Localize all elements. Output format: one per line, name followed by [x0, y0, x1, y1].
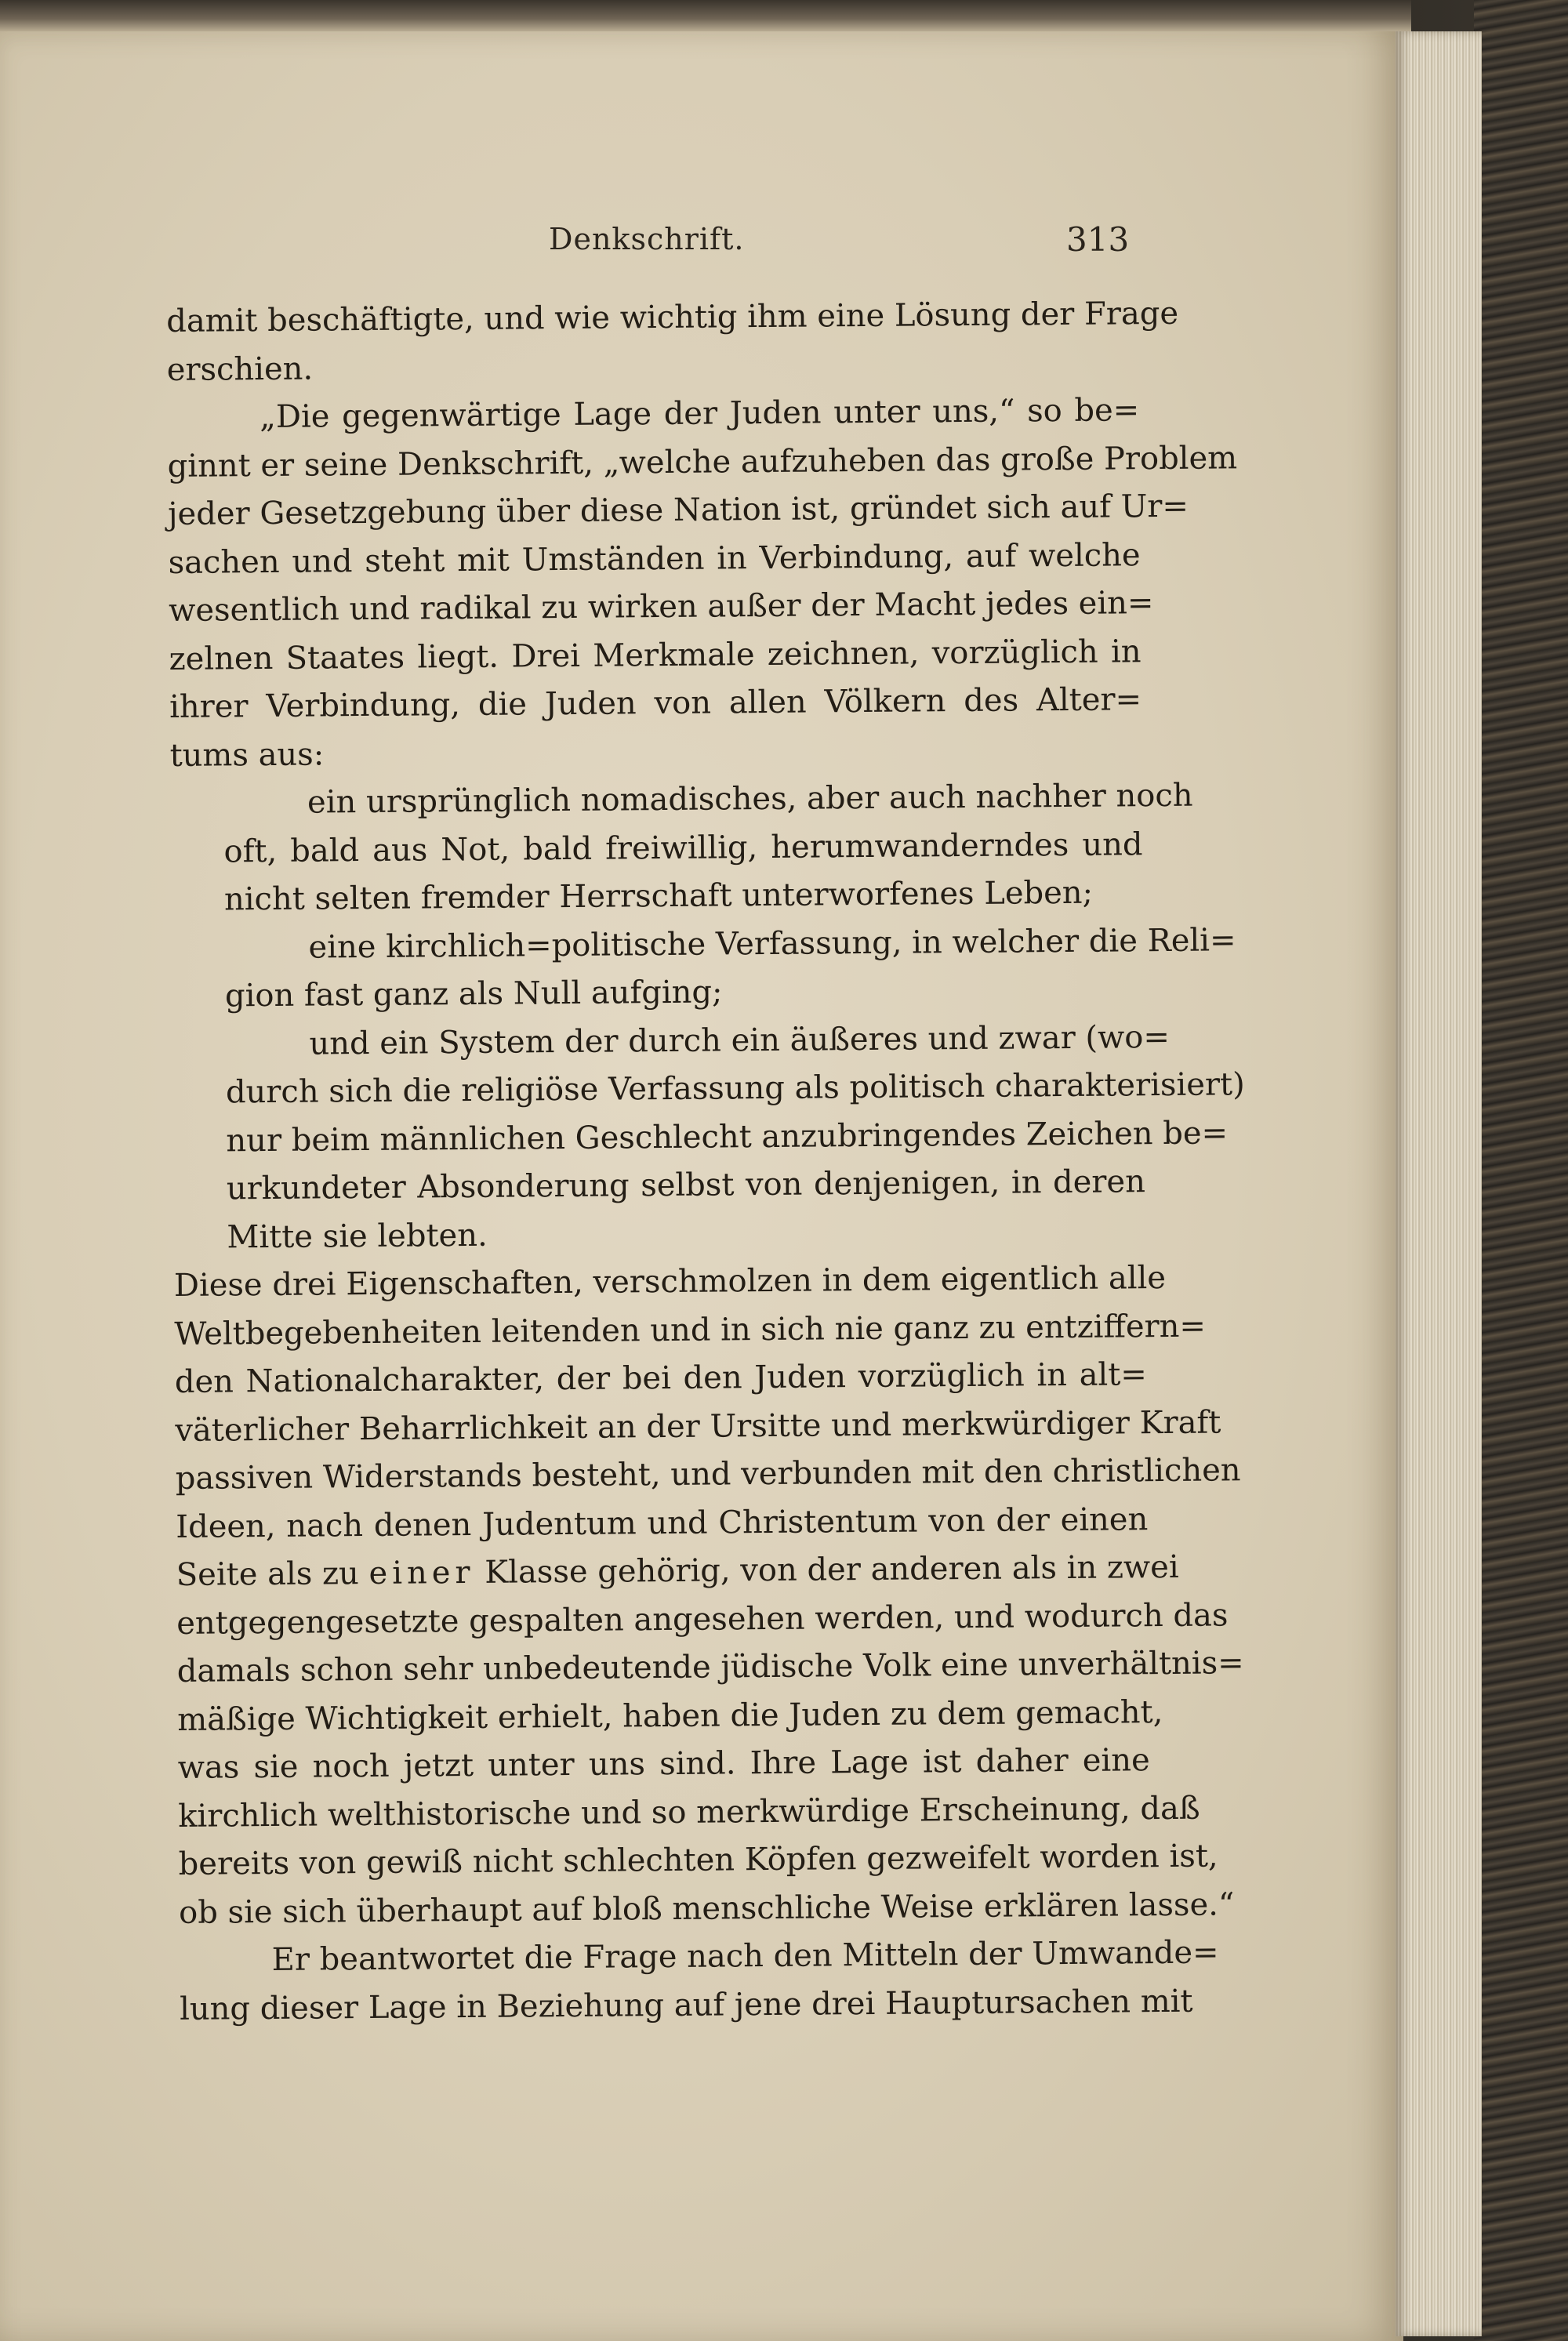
- text-line: lung dieser Lage in Beziehung auf jene drei Hauptursachen mit: [179, 1983, 1193, 2027]
- text-line: passiven Widerstands besteht, und verbunden mit den christlichen: [175, 1452, 1241, 1497]
- page-number: 313: [1066, 220, 1130, 259]
- text-line: entgegengesetzte gespalten angesehen werden, und wodurch das: [176, 1596, 1229, 1642]
- emphasized-word: einer: [368, 1554, 475, 1592]
- page-top-binding: [0, 0, 1411, 31]
- text-line: Er beantwortet die Frage nach den Mitteln der Umwande=: [271, 1934, 1219, 1979]
- text-line: oft, bald aus Not, bald freiwillig, herumwanderndes und: [223, 826, 1143, 869]
- text-line: Mitte sie lebten.: [227, 1217, 488, 1255]
- text-line: damals schon sehr unbedeutende jüdische Volk eine unverhältnis=: [176, 1645, 1244, 1690]
- text-line: sachen und steht mit Umständen in Verbindung, auf welche: [168, 536, 1141, 581]
- text-line: durch sich die religiöse Verfassung als politisch charakterisiert): [225, 1066, 1245, 1111]
- text-line: urkundeter Absonderung selbst von denjenigen, in deren: [226, 1163, 1146, 1207]
- text-line: ob sie sich überhaupt auf bloß menschliche Weise erklären lasse.“: [178, 1886, 1235, 1931]
- text-line: eine kirchlich=politische Verfassung, in welcher die Reli=: [308, 921, 1236, 966]
- text-line: mäßige Wichtigkeit erhielt, haben die Juden zu dem gemacht,: [177, 1693, 1163, 1738]
- text-line: bereits von gewiß nicht schlechten Köpfen gezweifelt worden ist,: [178, 1838, 1218, 1882]
- text-line: Weltbegebenheiten leitenden und in sich nie ganz zu entziffern=: [174, 1308, 1207, 1352]
- text-line: „Die gegenwärtige Lage der Juden unter uns,“ so be=: [260, 392, 1140, 436]
- text-line: damit beschäftigte, und wie wichtig ihm eine Lösung der Frage: [166, 295, 1179, 339]
- text-line: gion fast ganz als Null aufging;: [224, 974, 723, 1014]
- text-line: was sie noch jetzt unter uns sind. Ihre Lage ist daher eine: [177, 1742, 1150, 1786]
- text-line: und ein System der durch ein äußeres und zwar (wo=: [309, 1018, 1171, 1062]
- text-line: Ideen, nach denen Judentum und Christentum von der einen: [176, 1501, 1149, 1545]
- text-line: wesentlich und radikal zu wirken außer der Macht jedes ein=: [168, 585, 1154, 629]
- text-line: ein ursprünglich nomadisches, aber auch nachher noch: [307, 777, 1193, 821]
- running-head: Denkschrift.: [549, 222, 745, 256]
- text-line: zelnen Staates liegt. Drei Merkmale zeichnen, vorzüglich in: [169, 633, 1142, 677]
- text-line: [176, 1544, 1179, 1599]
- text-line: erschien.: [166, 350, 314, 388]
- text-line: nicht selten fremder Herrschaft unterworfenes Leben;: [223, 874, 1094, 918]
- body-text: [166, 290, 1245, 2034]
- text-fragment: Klasse gehörig, von der anderen als in zwei: [485, 1548, 1179, 1591]
- text-line: jeder Gesetzgebung über diese Nation ist, gründet sich auf Ur=: [167, 488, 1189, 532]
- text-line: Diese drei Eigenschaften, verschmolzen in dem eigentlich alle: [173, 1260, 1167, 1304]
- page-stack-edge: [1396, 31, 1482, 2336]
- text-line: tums aus:: [169, 735, 325, 774]
- text-line: kirchlich welthistorische und so merkwürdige Erscheinung, daß: [178, 1790, 1200, 1835]
- text-line: nur beim männlichen Geschlecht anzubringendes Zeichen be=: [226, 1114, 1229, 1159]
- text-line: ginnt er seine Denkschrift, „welche aufzuheben das große Problem: [167, 439, 1238, 485]
- text-fragment: Seite als zu: [176, 1555, 360, 1593]
- text-line: väterlicher Beharrlichkeit an der Ursitte und merkwürdiger Kraft: [175, 1403, 1221, 1449]
- book-cover-marbled-edge: [1474, 0, 1568, 2341]
- text-line: ihrer Verbindung, die Juden von allen Völkern des Alter=: [169, 681, 1142, 725]
- text-line: den Nationalcharakter, der bei den Juden vorzüglich in alt=: [174, 1356, 1148, 1400]
